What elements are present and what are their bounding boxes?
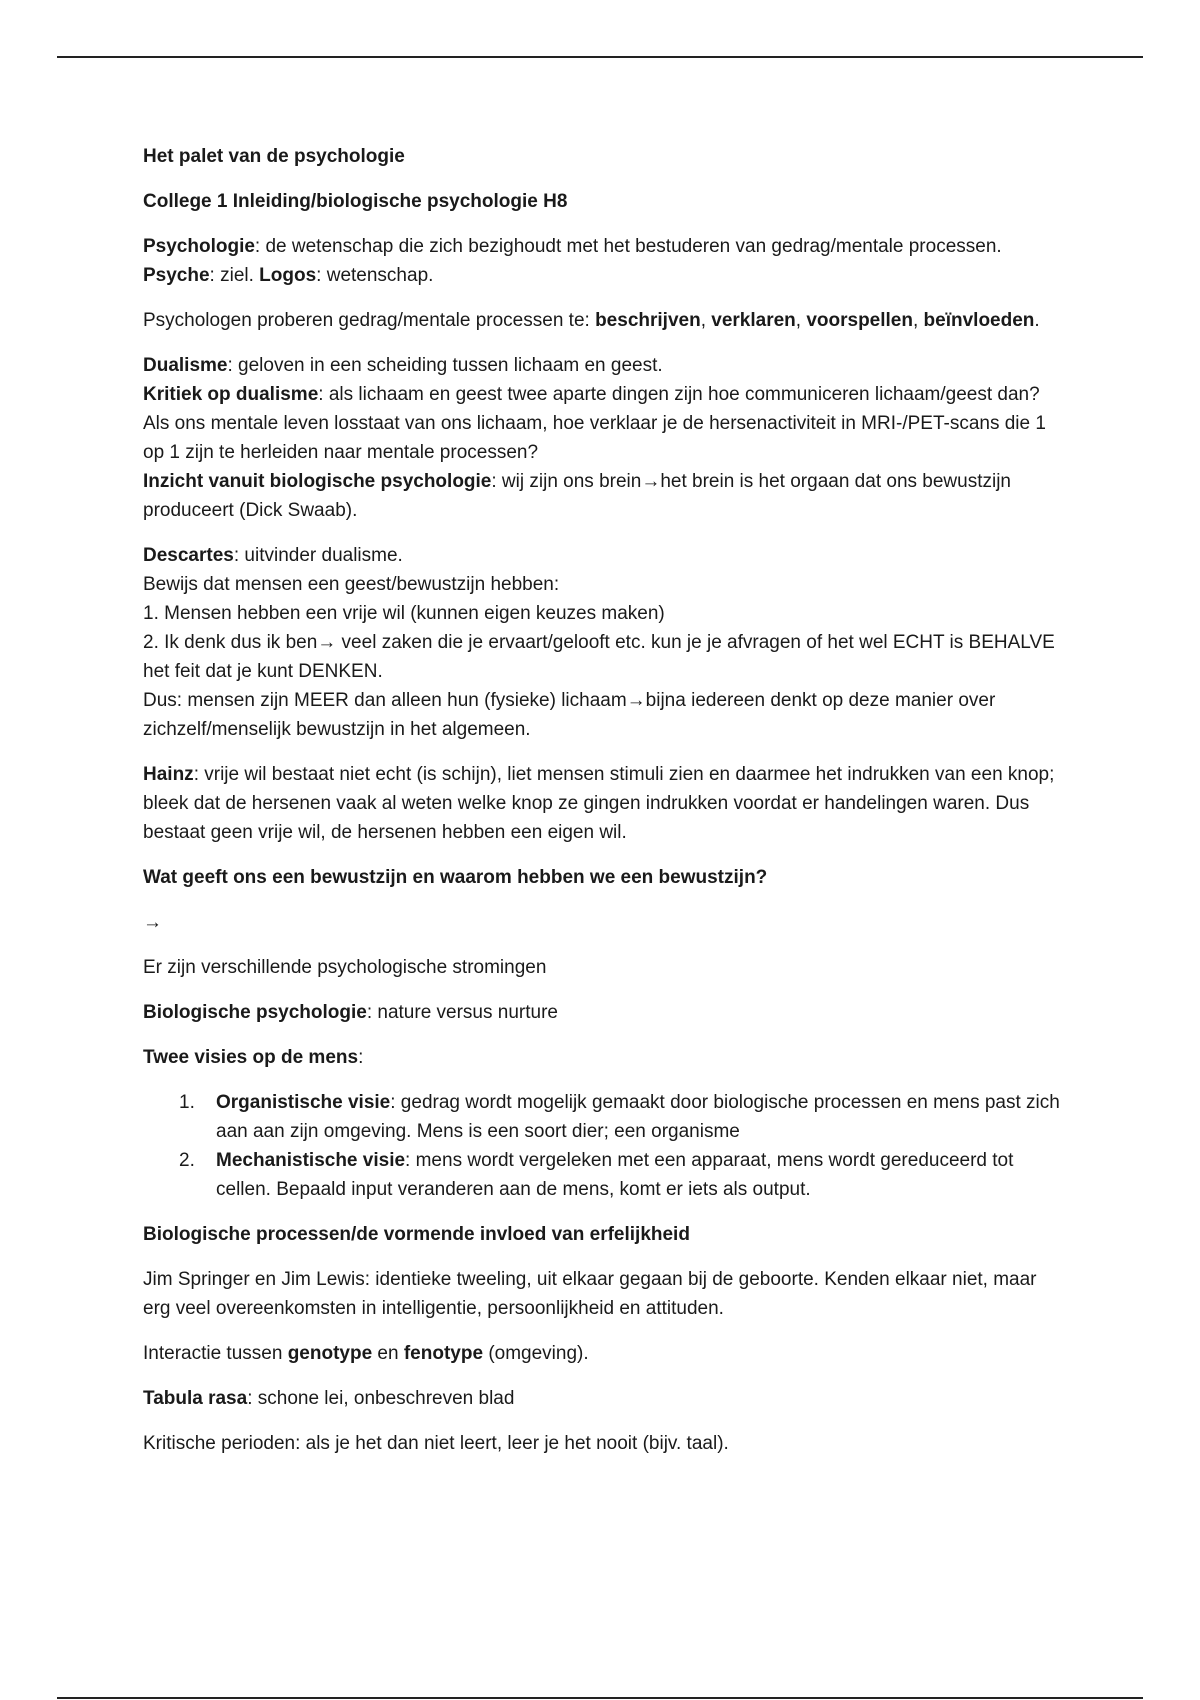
text: : uitvinder dualisme. [233,545,403,566]
text: en [372,1343,404,1364]
term: voorspellen [806,310,913,331]
visies-list [143,1088,1063,1204]
paragraph-dualisme [143,351,1063,525]
arrow-right-icon: → [143,912,162,933]
document-title: Het palet van de psychologie [143,146,405,167]
paragraph-descartes [143,541,1063,744]
term: genotype [287,1343,373,1364]
separator: , [795,310,807,331]
text: Bewijs dat mensen een geest/bewustzijn hebben: [143,574,560,595]
term: Hainz [143,764,194,785]
text: : wetenschap. [316,265,434,286]
paragraph-biologische-psychologie [143,998,1063,1027]
term: verklaren [711,310,796,331]
text: : schone lei, onbeschreven blad [247,1388,515,1409]
term: beïnvloeden [923,310,1035,331]
document-body [143,142,1063,1474]
separator: , [700,310,712,331]
term: Psyche [143,265,210,286]
arrow-right-icon: → [626,690,646,711]
term: Biologische psychologie [143,1002,367,1023]
term: Organistische visie [216,1092,391,1113]
text: het brein is het orgaan dat ons bewustzijn produceert (Dick Swaab). [143,471,1011,521]
paragraph-tabula-rasa [143,1384,1063,1413]
text: : gedrag wordt mogelijk gemaakt door biologische processen en mens past zich aan aan zijn omgeving. Mens is een soort dier; een organisme [216,1092,1060,1142]
text: 1. Mensen hebben een vrije wil (kunnen eigen keuzes maken) [143,603,665,624]
text: : ziel. [209,265,260,286]
top-rule [57,56,1143,58]
arrow-right-icon: → [641,471,661,492]
arrow-right-icon: → [317,632,337,653]
text: (omgeving). [483,1343,589,1364]
text: Interactie tussen [143,1343,288,1364]
list-number: 2. [179,1150,195,1171]
list-number: 1. [179,1092,195,1113]
paragraph-hainz [143,760,1063,847]
period: . [1034,310,1040,331]
term: Twee visies op de mens [143,1047,359,1068]
paragraph-interactie [143,1339,1063,1368]
term: Kritiek op dualisme [143,384,319,405]
term: Tabula rasa [143,1388,248,1409]
term: Descartes [143,545,234,566]
text: : als lichaam en geest twee aparte dingen zijn hoe communiceren lichaam/geest dan? [318,384,1040,405]
paragraph-kritische-perioden: Kritische perioden: als je het dan niet leert, leer je het nooit (bijv. taal). [143,1433,729,1454]
paragraph-psychologen [143,306,1063,335]
section-heading: Biologische processen/de vormende invloed van erfelijkheid [143,1224,690,1245]
text: : geloven in een scheiding tussen lichaam en geest. [227,355,663,376]
text: veel zaken die je ervaart/gelooft etc. kun je je afvragen of het wel ECHT is BEHALVE het feit dat je kunt DENKEN. [143,632,1055,682]
text: Als ons mentale leven losstaat van ons lichaam, hoe verklaar je de hersenactiviteit in MRI-/PET-scans die 1 op 1 zijn te herleiden naar mentale processen? [143,413,1046,463]
term: fenotype [403,1343,484,1364]
paragraph-tweeling: Jim Springer en Jim Lewis: identieke tweeling, uit elkaar gegaan bij de geboorte. Kenden elkaar niet, maar erg veel overeenkomsten in intelligentie, persoonlijkheid en attituden. [143,1269,1037,1319]
term: Inzicht vanuit biologische psychologie [143,471,492,492]
bottom-rule [57,1697,1143,1699]
separator: , [912,310,924,331]
term: Psychologie [143,236,255,257]
term: Dualisme [143,355,228,376]
text: : [358,1047,364,1068]
text: : de wetenschap die zich bezighoudt met het bestuderen van gedrag/mentale processen. [254,236,1002,257]
paragraph-stromingen: Er zijn verschillende psychologische stromingen [143,957,547,978]
text: : wij zijn ons brein [491,471,642,492]
text: Dus: mensen zijn MEER dan alleen hun (fysieke) lichaam [143,690,627,711]
question-heading: Wat geeft ons een bewustzijn en waarom hebben we een bewustzijn? [143,867,768,888]
text: bijna iedereen denkt op deze manier over zichzelf/menselijk bewustzijn in het algemeen. [143,690,996,740]
paragraph-twee-visies [143,1043,1063,1072]
paragraph-psychologie [143,232,1063,290]
text: : vrije wil bestaat niet echt (is schijn), liet mensen stimuli zien en daarmee het indrukken van een knop; bleek dat de hersenen vaak al weten welke knop ze gingen indrukken voordat er handelingen waren. Dus bestaat geen vrije wil, de hersenen hebben een eigen wil. [143,764,1055,843]
lecture-heading: College 1 Inleiding/biologische psychologie H8 [143,191,568,212]
term: Mechanistische visie [216,1150,406,1171]
list-item [143,1088,1063,1146]
text: : nature versus nurture [366,1002,558,1023]
text: : mens wordt vergeleken met een apparaat, mens wordt gereduceerd tot cellen. Bepaald input veranderen aan de mens, komt er iets als output. [216,1150,1014,1200]
term: beschrijven [595,310,701,331]
term: Logos [259,265,317,286]
list-item [143,1146,1063,1204]
text: Psychologen proberen gedrag/mentale processen te: [143,310,596,331]
text: 2. Ik denk dus ik ben [143,632,318,653]
